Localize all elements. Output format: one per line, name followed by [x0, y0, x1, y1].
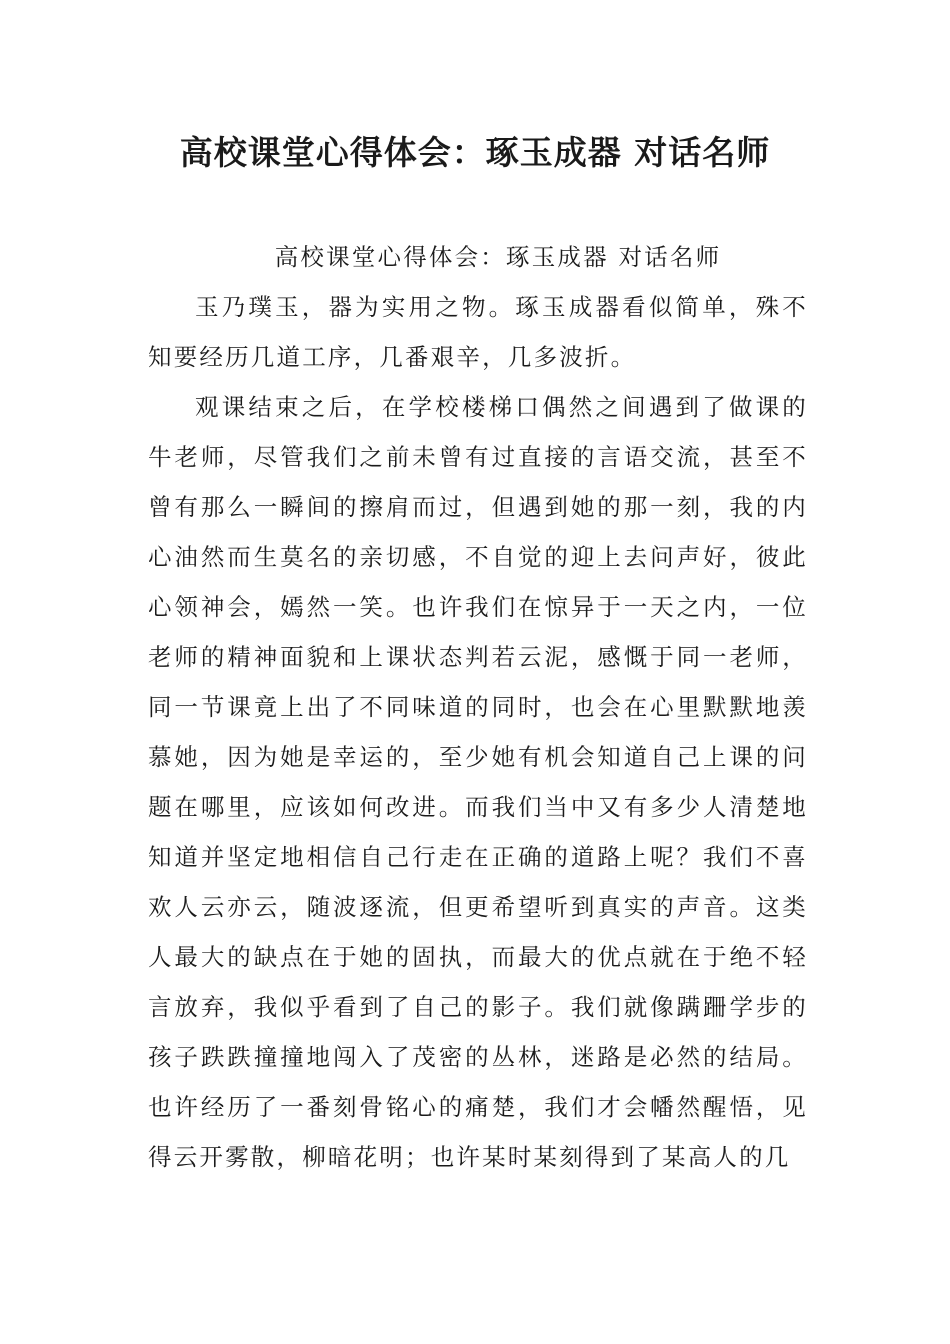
- document-subtitle: 高校课堂心得体会：琢玉成器 对话名师: [274, 243, 722, 271]
- document-body: [148, 232, 808, 1182]
- document-title: 高校课堂心得体会：琢玉成器 对话名师: [179, 133, 771, 172]
- paragraph-2: 观课结束之后，在学校楼梯口偶然之间遇到了做课的牛老师，尽管我们之前未曾有过直接的言语交流，甚至不曾有那么一瞬间的擦肩而过，但遇到她的那一刻，我的内心油然而生莫名的亲切感，不自觉的迎上去问声好，彼此心领神会，嫣然一笑。也许我们在惊异于一天之内，一位老师的精神面貌和上课状态判若云泥，感慨于同一老师，同一节课竟上出了不同味道的同时，也会在心里默默地羡慕她，因为她是幸运的，至少她有机会知道自己上课的问题在哪里，应该如何改进。而我们当中又有多少人清楚地知道并坚定地相信自己行走在正确的道路上呢？我们不喜欢人云亦云，随波逐流，但更希望听到真实的声音。这类人最大的缺点在于她的固执，而最大的优点就在于绝不轻言放弃，我似乎看到了自己的影子。我们就像蹒跚学步的孩子跌跌撞撞地闯入了茂密的丛林，迷路是必然的结局。也许经历了一番刻骨铭心的痛楚，我们才会幡然醒悟，见得云开雾散，柳暗花明；也许某时某刻得到了某高人的几: [148, 393, 808, 1171]
- paragraph-1: 玉乃璞玉，器为实用之物。琢玉成器看似简单，殊不知要经历几道工序，几番艰辛，几多波折。: [148, 293, 808, 371]
